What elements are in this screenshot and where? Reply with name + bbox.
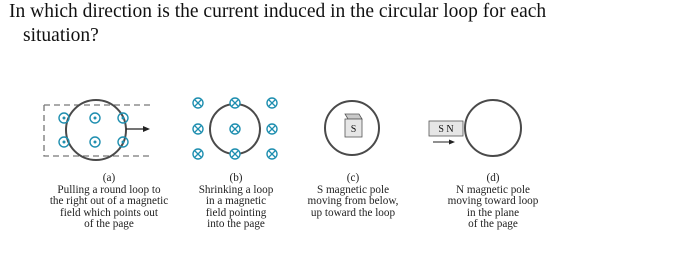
field-into-page-icon: [193, 124, 203, 134]
panel-d-label: (d): [486, 172, 500, 184]
panel-a-text: Pulling a round loop to the right out of a magnetic field which points out of the page: [49, 183, 169, 231]
panel-a-label: (a): [102, 172, 116, 184]
panel-d-caption: [437, 173, 549, 231]
panel-d-diagram: [429, 100, 521, 156]
magnetic-field-region: [44, 105, 150, 156]
d-magnet-pole-labels: S N: [438, 124, 454, 135]
s-magnet-icon: [345, 114, 362, 137]
panel-a-diagram: [44, 100, 150, 160]
c-magnet-pole-label: S: [350, 124, 357, 135]
field-into-page-icon: [193, 98, 203, 108]
panel-b-diagram: [193, 98, 277, 159]
arrow-right-icon: [433, 140, 455, 145]
field-out-of-page-icon: [118, 113, 128, 123]
field-out-of-page-icon: [118, 137, 128, 147]
panel-d-text: N magnetic pole moving toward loop in the plane of the page: [447, 183, 539, 231]
field-out-of-page-icon: [90, 113, 100, 123]
field-into-page-icon: [193, 149, 203, 159]
panel-d-loop: [465, 100, 521, 156]
arrow-right-icon: [126, 126, 150, 132]
panel-c-caption: [297, 173, 409, 219]
field-into-page-icon: [267, 98, 277, 108]
bar-magnet-icon: [429, 121, 463, 136]
panel-b-text: Shrinking a loop in a magnetic field pointing into the page: [198, 183, 274, 231]
field-into-page-icon: [267, 124, 277, 134]
panel-a-caption: [42, 173, 176, 231]
field-into-page-icon: [230, 98, 240, 108]
field-into-page-icon: [230, 149, 240, 159]
panel-c-text: S magnetic pole moving from below, up toward the loop: [307, 183, 399, 219]
question-line-2: situation?: [23, 25, 99, 46]
field-into-page-icon: [230, 124, 240, 134]
field-out-of-page-icon: [90, 137, 100, 147]
panel-a-loop: [66, 100, 126, 160]
field-into-page-icon: [267, 149, 277, 159]
panel-c-diagram: [325, 101, 379, 155]
panel-b-caption: [186, 173, 286, 231]
question-line-1: In which direction is the current induced in the circular loop for each: [9, 1, 547, 22]
panel-c-label: (c): [346, 172, 360, 184]
panel-b-label: (b): [229, 172, 243, 184]
